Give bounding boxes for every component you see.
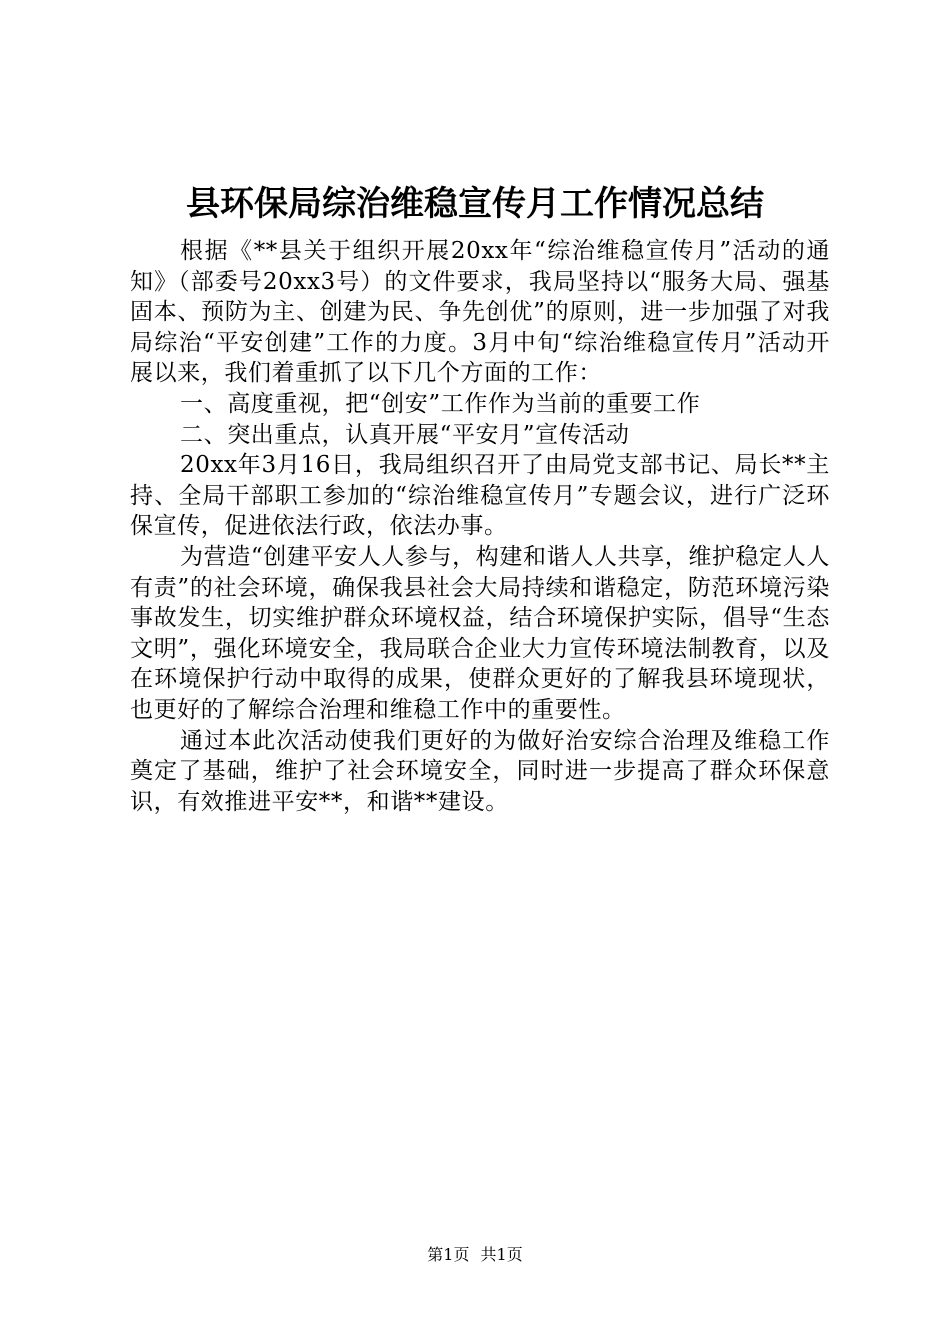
paragraph-publicity: 为营造“创建平安人人参与，构建和谐人人共享，维护稳定人人有责”的社会环境，确保我县社会大局持续和谐稳定，防范环境污染事故发生，切实维护群众环境权益，结合环境保护实际，倡导“生态文明”，强化环境安全，我局联合企业大力宣传环境法制教育，以及在环境保护行动中取得的成果，使群众更好的了解我县环境现状，也更好的了解综合治理和维稳工作中的重要性。 — [130, 543, 830, 723]
paragraph-conclusion: 通过本此次活动使我们更好的为做好治安综合治理及维稳工作奠定了基础，维护了社会环境安全，同时进一步提高了群众环保意识，有效推进平安**，和谐**建设。 — [130, 727, 830, 815]
paragraph-meeting: 20xx年3月16日，我局组织召开了由局党支部书记、局长**主持、全局干部职工参加的“综治维稳宣传月”专题会议，进行广泛环保宣传，促进依法行政，依法办事。 — [130, 452, 830, 540]
page-number: 第1页 — [427, 1245, 470, 1264]
page-footer — [0, 1245, 950, 1265]
heading-section-one: 一、高度重视，把“创安”工作作为当前的重要工作 — [180, 390, 701, 417]
document-title: 县环保局综治维稳宣传月工作情况总结 — [186, 184, 764, 224]
page-total: 共1页 — [480, 1245, 523, 1264]
paragraph-intro: 根据《**县关于组织开展20xx年“综治维稳宣传月”活动的通知》（部委号20xx3号）的文件要求，我局坚持以“服务大局、强基固本、预防为主、创建为民、争先创优”的原则，进一步加强了对我局综治“平安创建”工作的力度。3月中旬“综治维稳宣传月”活动开展以来，我们着重抓了以下几个方面的工作： — [130, 238, 830, 387]
document-body — [130, 236, 830, 817]
heading-section-two: 二、突出重点，认真开展“平安月”宣传活动 — [180, 421, 630, 448]
